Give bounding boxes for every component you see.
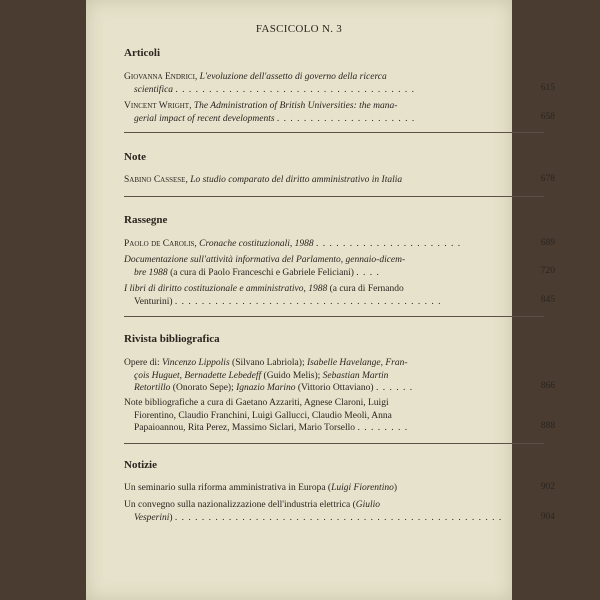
page-number: 904 bbox=[540, 512, 555, 522]
section-divider bbox=[124, 132, 544, 133]
entry-title-cont: scientifica bbox=[134, 84, 174, 95]
page-number: 678 bbox=[540, 174, 555, 184]
entry-text: Note bibliografiche a cura di Gaetano Azzariti, Agnese Claroni, Luigi bbox=[124, 398, 389, 408]
entry-separator: , bbox=[194, 239, 200, 249]
toc-entry-de-carolis bbox=[124, 238, 512, 251]
entry-text: (Vittorio Ottaviano) bbox=[295, 383, 374, 393]
section-divider bbox=[124, 196, 544, 197]
entry-author: Luigi Fiorentino bbox=[331, 483, 394, 493]
entry-separator: , bbox=[189, 101, 194, 111]
entry-title: Retortillo bbox=[134, 383, 171, 393]
entry-separator: , bbox=[185, 175, 191, 185]
section-heading-note: Note bbox=[124, 151, 146, 163]
entry-title: Cronache costituzionali, 1988 bbox=[199, 239, 314, 249]
leader-dots: . . . . . . . . bbox=[357, 423, 409, 433]
entry-curators-cont: Venturini) bbox=[134, 296, 173, 307]
entry-title-cont: bre 1988 bbox=[134, 267, 168, 278]
entry-author: Vincent Wright bbox=[124, 101, 190, 111]
entry-title: Isabelle Havelange, Fran- bbox=[306, 358, 408, 368]
page-number: 689 bbox=[540, 238, 555, 248]
entry-title-cont: gerial impact of recent developments bbox=[134, 113, 275, 124]
toc-entry-libri bbox=[124, 283, 512, 308]
toc-entry-wright bbox=[124, 100, 512, 125]
section-heading-articoli: Articoli bbox=[124, 47, 161, 59]
entry-title: çois Huguet, Bernadette Lebedeff bbox=[134, 370, 262, 381]
section-heading-notizie: Notizie bbox=[124, 459, 157, 471]
entry-curators: (a cura di Fernando bbox=[327, 284, 404, 294]
book-page bbox=[86, 0, 555, 600]
entry-text: (Guido Melis); bbox=[261, 370, 323, 381]
entry-curators: (a cura di Paolo Franceschi e Gabriele Feliciani) bbox=[167, 267, 354, 278]
page-number: 720 bbox=[540, 266, 555, 276]
entry-author: Giovanna Endrici bbox=[124, 72, 195, 82]
leader-dots: . . . . . . bbox=[375, 383, 414, 393]
entry-text: (Silvano Labriola); bbox=[229, 358, 307, 368]
entry-text: Un convegno sulla nazionalizzazione dell'industria elettrica ( bbox=[124, 500, 356, 510]
leader-dots: . . . . . . . . . . . . . . . . . . . . . bbox=[276, 113, 416, 124]
page-number: 888 bbox=[540, 421, 555, 431]
entry-title: Documentazione sull'attività informativa del Parlamento, gennaio-dicem- bbox=[124, 255, 406, 265]
page-number: 866 bbox=[540, 381, 555, 391]
toc-entry-note-bibliografiche bbox=[124, 397, 512, 435]
toc-entry-opere bbox=[124, 357, 512, 395]
leader-dots: . . . . . . . . . . . . . . . . . . . . . . . . . . . . . . . . . . . . . . . . bbox=[174, 296, 442, 307]
entry-text: Un seminario sulla riforma amministrativa in Europa ( bbox=[124, 483, 332, 493]
section-heading-rivista: Rivista bibliografica bbox=[124, 333, 220, 345]
toc-entry-cassese bbox=[124, 174, 512, 187]
entry-text: (Onorato Sepe); bbox=[170, 383, 237, 393]
leader-dots: . . . . . . . . . . . . . . . . . . . . . . . . . . . . . . . . . . . . bbox=[175, 84, 416, 95]
entry-title: L'evoluzione dell'assetto di governo della ricerca bbox=[199, 72, 387, 82]
toc-entry-seminario bbox=[124, 482, 512, 495]
page-number: 902 bbox=[540, 482, 555, 492]
toc-entry-endrici bbox=[124, 71, 512, 96]
toc-entry-documentazione bbox=[124, 254, 512, 279]
entry-text: Fiorentino, Claudio Franchini, Luigi Gallucci, Claudio Meoli, Anna bbox=[134, 410, 392, 421]
entry-text: Opere di: bbox=[124, 358, 162, 368]
entry-title: Ignazio Marino bbox=[236, 383, 296, 393]
entry-author: Giulio bbox=[355, 500, 381, 510]
entry-separator: , bbox=[194, 72, 200, 82]
section-divider bbox=[124, 443, 544, 444]
entry-title: Vincenzo Lippolis bbox=[162, 358, 230, 368]
entry-author: Sabino Cassese bbox=[124, 175, 186, 185]
page-number: 615 bbox=[540, 83, 555, 93]
section-heading-rassegne: Rassegne bbox=[124, 214, 168, 226]
entry-title: I libri di diritto costituzionale e amministrativo, 1988 bbox=[124, 284, 328, 294]
entry-text: Papaioannou, Rita Perez, Massimo Siclari, Mario Torsello bbox=[134, 423, 356, 433]
entry-author: Paolo de Carolis bbox=[124, 239, 195, 249]
entry-title: The Administration of British Universities: the mana- bbox=[193, 101, 398, 111]
entry-text: ) bbox=[393, 483, 398, 493]
page-number: 658 bbox=[540, 112, 555, 122]
entry-author-cont: Vesperini bbox=[134, 512, 170, 523]
leader-dots: . . . . . . . . . . . . . . . . . . . . . . bbox=[315, 239, 462, 249]
leader-dots: . . . . bbox=[356, 267, 380, 278]
entry-text: ) bbox=[169, 512, 173, 523]
toc-entry-convegno bbox=[124, 499, 512, 524]
entry-title: Lo studio comparato del diritto amministrativo in Italia bbox=[190, 175, 403, 185]
section-divider bbox=[124, 316, 544, 317]
leader-dots: . . . . . . . . . . . . . . . . . . . . . . . . . . . . . . . . . . . . . . . . . . . . . . . . . bbox=[174, 512, 503, 523]
fascicolo-title: FASCICOLO N. 3 bbox=[255, 23, 343, 35]
entry-title: Sebastian Martin bbox=[322, 370, 389, 381]
page-number: 845 bbox=[540, 295, 555, 305]
